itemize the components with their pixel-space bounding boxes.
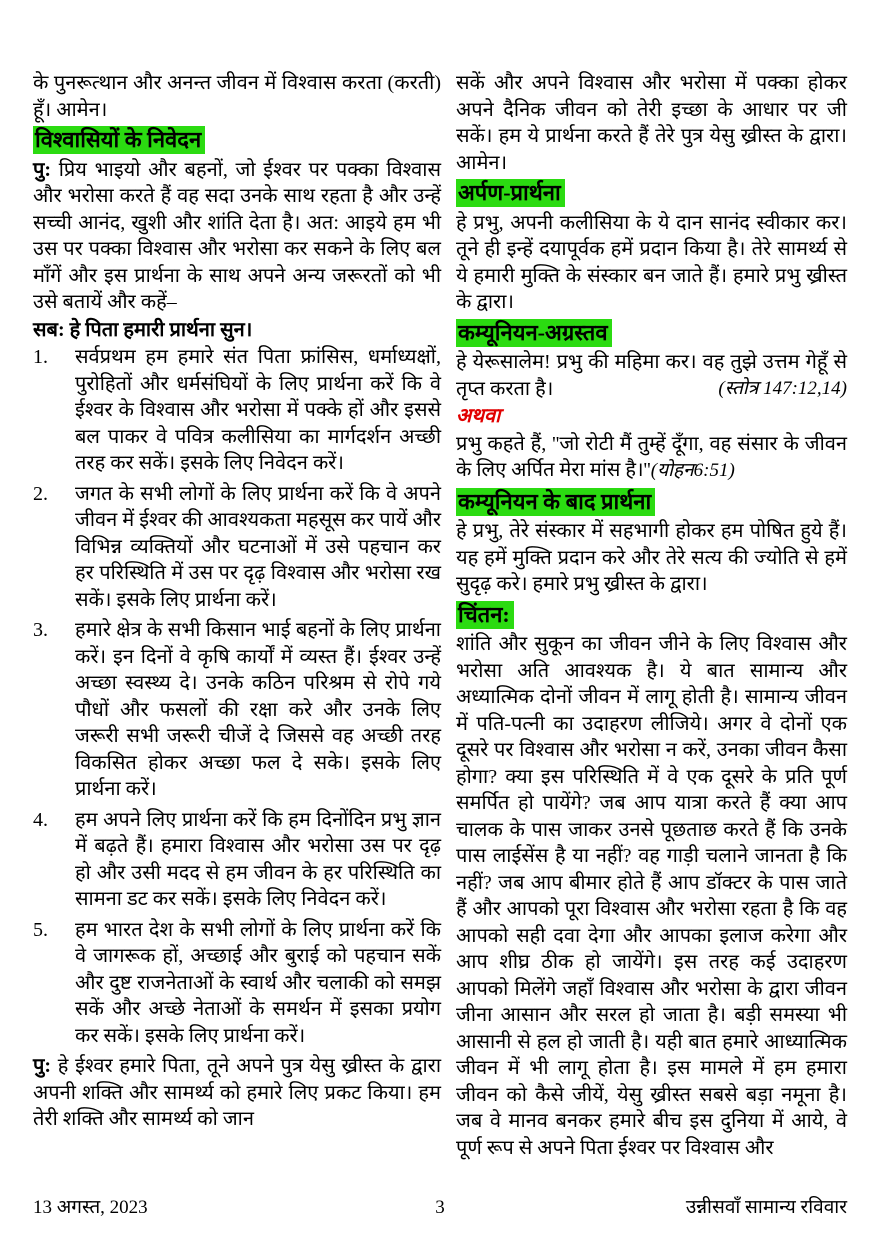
petition-text: सर्वप्रथम हम हमारे संत पिता फ्रांसिस, धर्माध्यक्षों, पुरोहितों और धर्मसंघियों के लिए प्रार्थना करें कि वे ईश्वर के विश्वास और भरोसा में पक्के हों और इससे बल पाकर वे पवित्र कलीसिया का मार्गदर्शन अच्छी तरह कर सकें। इसके लिए निवेदन करें। [75,346,441,474]
petition-item [33,617,441,803]
petition-number: 2. [33,482,48,505]
section-heading-post-communion: कम्यूनियन के बाद प्रार्थना [456,488,655,516]
petition-item [33,481,441,614]
or-label: अथवा [456,405,501,427]
petitions-list [33,344,441,1049]
communion-antiphon-text: हे येरूसालेम! प्रभु की महिमा कर। वह तुझे उत्तम गेहूँ से तृप्त करता है। [456,351,847,400]
scripture-reference: (स्तोत्र 147:12,14) [718,377,847,399]
right-column [456,70,847,1162]
section-heading-reflection: चिंतन: [456,601,514,629]
priest-invitation-text: प्रिय भाइयो और बहनों, जो ईश्वर पर पक्का विश्वास और भरोसा करते हैं वह सदा उनके साथ रहता है और उन्हें सच्ची आनंद, खुशी और शांति देता है। अत: आइये हम भी उस पर पक्का विश्वास और भरोसा कर सकने के लिए बल माँगें और इस प्रार्थना के साथ अपने अन्य जरूरतों को भी उसे बतायें और कहें– [33,158,442,313]
petition-item [33,344,441,477]
offertory-prayer-paragraph: हे प्रभु, अपनी कलीसिया के ये दान सानंद स्वीकार कर। तूने ही इन्हें दयापूर्वक हमें प्रदान किया है। तेरे सामर्थ्य से ये हमारी मुक्ति के संस्कार बन जाते हैं। हमारे प्रभु ख्रीस्त के द्वारा। [456,211,847,313]
post-communion-prayer-paragraph: हे प्रभु, तेरे संस्कार में सहभागी होकर हम पोषित हुये हैं। यह हमें मुक्ति प्रदान करे और तेरे सत्य की ज्योति से हमें सुदृढ़ करे। हमारे प्रभु ख्रीस्त के द्वारा। [456,520,847,595]
section-heading-post-communion-row [456,488,847,517]
alternate-antiphon-text: प्रभु कहते हैं, ''जो रोटी मैं तुम्हें दूँगा, वह संसार के जीवन के लिए अर्पित मेरा मांस है।'' [456,432,847,481]
all-response-line: सब: हे पिता हमारी प्रार्थना सुन। [33,318,253,341]
section-heading-offertory-row [456,179,847,208]
communion-antiphon-paragraph [456,349,847,402]
petition-number: 3. [33,619,48,641]
petition-text: हम भारत देश के सभी लोगों के लिए प्रार्थना करें कि वे जागरूक हों, अच्छाई और बुराई को पहचान सकें और दुष्ट राजनेताओं के स्वार्थ और चलाकी को समझ सकें और अच्छे नेताओं के समर्थन में इसका प्रयोग कर सकें। इसके लिए प्रार्थना करें। [75,918,441,1047]
petition-number: 5. [33,918,48,941]
left-column [33,70,441,1162]
section-heading-reflection-row [456,601,847,630]
footer-date: 13 अगस्त, 2023 [33,1197,148,1218]
petition-number: 4. [33,808,48,831]
petition-text: जगत के सभी लोगों के लिए प्रार्थना करें कि वे अपने जीवन में ईश्वर की आवश्यकता महसूस कर पायें और विभिन्न व्यक्तियों और घटनाओं में उसे पहचान कर हर परिस्थिति में उस पर दृढ़ विश्वास और भरोसा रख सकें। इसके लिए प्रार्थना करें। [75,482,441,611]
petition-item [33,917,441,1050]
reflection-paragraph: शांति और सुकून का जीवन जीने के लिए विश्वास और भरोसा अति आवश्यक है। ये बात सामान्य और अध्यात्मिक दोनों जीवन में लागू होती है। सामान्य जीवन में पति-पत्नी का उदाहरण लीजिये। अगर वे दोनों एक दूसरे पर विश्वास और भरोसा न करें, उनका जीवन कैसा होगा? क्या इस परिस्थिति में वे एक दूसरे के प्रति पूर्ण समर्पित हो पायेंगे? जब आप यात्रा करते हैं क्या आप चालक के पास जाकर उनसे पूछताछ करते हैं कि उनके पास लाईसेंस है या नहीं? वह गाड़ी चलाने जानता है कि नहीं? जब आप बीमार होते हैं आप डॉक्टर के पास जाते हैं और आपको पूरा विश्वास और भरोसा रहता है कि वह आपको सही दवा देगा और आपका इलाज करेगा और आप शीघ्र ठीक हो जायेंगे। इस तरह कई उदाहरण आपको मिलेंगे जहाँ विश्वास और भरोसा के द्वारा जीवन जीना आसान और सरल हो जाता है। बड़ी समस्या भी आसानी से हल हो जाती है। यही बात हमारे आध्यात्मिक जीवन में भी लागू होता है। इस मामले में हम हमारा जीवन को कैसे जीयें, येसु ख्रीस्त सबसे बड़ा नमूना है। जब वे मानव बनकर हमारे बीच इस दुनिया में आये, वे पूर्ण रूप से अपने पिता ईश्वर पर विश्वास और [456,633,847,1159]
section-heading-intercessions-row [33,126,441,155]
priest-concluding-prayer-paragraph [33,1053,441,1133]
footer-page-number: 3 [435,1197,445,1218]
priest-label: पु: [33,1055,52,1077]
petition-item [33,807,441,913]
creed-continuation-paragraph: के पुनरूत्थान और अनन्त जीवन में विश्वास करता (करती) हूँ। आमेन। [33,72,441,121]
petition-number: 1. [33,346,48,368]
section-heading-intercessions: विश्वासियों के निवेदन [33,126,205,154]
footer-issue-title: उन्नीसवाँ सामान्य रविवार [685,1197,847,1218]
section-heading-communion-antiphon-row [456,319,847,348]
priest-invitation-paragraph [33,157,441,316]
alternate-antiphon-paragraph [456,431,847,485]
two-column-layout [33,70,847,1162]
priest-label: पु: [33,158,52,181]
section-heading-offertory: अर्पण-प्रार्थना [456,179,565,207]
petition-text: हमारे क्षेत्र के सभी किसान भाई बहनों के लिए प्रार्थना करें। इन दिनों वे कृषि कार्यों में व्यस्त हैं। ईश्वर उन्हें अच्छा स्वस्थ्य दे। उनके कठिन परिश्रम से रोपे गये पौधों और फसलों की रक्षा करे और उनके लिए जरूरी सभी जरूरी चीजें दे जिससे वह अच्छी तरह विकसित होकर अच्छा फल दे सके। इसके लिए प्रार्थना करें। [75,619,441,800]
section-heading-communion-antiphon: कम्यूनियन-अग्रस्तव [456,319,612,347]
scripture-reference: (योहन6:51) [650,460,735,481]
prayer-continuation-paragraph: सकें और अपने विश्वास और भरोसा में पक्का होकर अपने दैनिक जीवन को तेरी इच्छा के आधार पर जी सकें। हम ये प्रार्थना करते हैं तेरे पुत्र येसु ख्रीस्त के द्वारा। आमेन। [456,72,847,174]
priest-concluding-prayer-text: हे ईश्वर हमारे पिता, तूने अपने पुत्र येसु ख्रीस्त के द्वारा अपनी शक्ति और सामर्थ्य को हमारे लिए प्रकट किया। हम तेरी शक्ति और सामर्थ्य को जान [33,1055,442,1130]
petition-text: हम अपने लिए प्रार्थना करें कि हम दिनोंदिन प्रभु ज्ञान में बढ़ते हैं। हमारा विश्वास और भरोसा उस पर दृढ़ हो और उसी मदद से हम जीवन के हर परिस्थिति का सामना डट कर सकें। इसके लिए निवेदन करें। [75,808,441,910]
